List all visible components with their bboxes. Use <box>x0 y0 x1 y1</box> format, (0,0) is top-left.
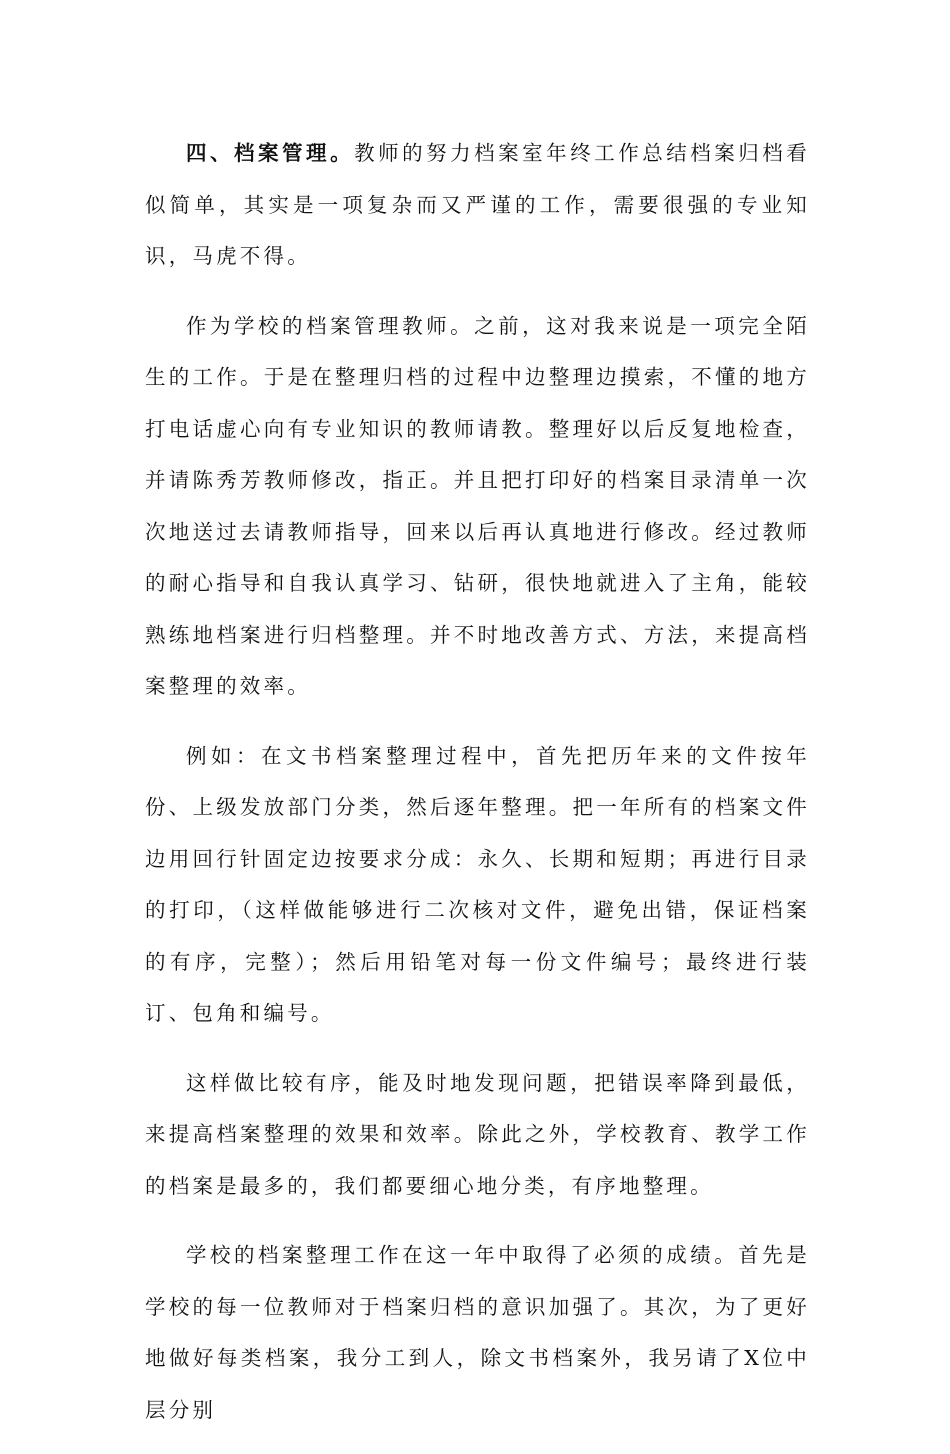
section-heading: 四、档案管理。 <box>186 141 355 165</box>
paragraph-example: 例如：在文书档案整理过程中，首先把历年来的文件按年份、上级发放部门分类，然后逐年整理。把一年所有的档案文件边用回行针固定边按要求分成：永久、长期和短期；再进行目录的打印，（这样做能够进行二次核对文件，避免出错，保证档案的有序，完整）；然后用铅笔对每一份文件编号；最终进行装订、包角和编号。 <box>145 743 810 1025</box>
paragraph-text: 教师的努力档案室年终工作总结档案归档看似简单，其实是一项复杂而又严谨的工作，需要很强的专业知识，马虎不得。 <box>145 141 810 268</box>
paragraph-efficiency: 这样做比较有序，能及时地发现问题，把错误率降到最低，来提高档案整理的效果和效率。除此之外，学校教育、教学工作的档案是最多的，我们都要细心地分类，有序地整理。 <box>145 1070 810 1198</box>
paragraph-results: 学校的档案整理工作在这一年中取得了必须的成绩。首先是学校的每一位教师对于档案归档的意识加强了。其次，为了更好地做好每类档案，我分工到人，除文书档案外，我另请了X位中层分别 <box>145 1243 810 1422</box>
paragraph-archive-management <box>145 128 810 283</box>
document-body <box>145 128 810 1454</box>
paragraph-role: 作为学校的档案管理教师。之前，这对我来说是一项完全陌生的工作。于是在整理归档的过程中边整理边摸索，不懂的地方打电话虚心向有专业知识的教师请教。整理好以后反复地检查，并请陈秀芳教师修改，指正。并且把打印好的档案目录清单一次次地送过去请教师指导，回来以后再认真地进行修改。经过教师的耐心指导和自我认真学习、钻研，很快地就进入了主角，能较熟练地档案进行归档整理。并不时地改善方式、方法，来提高档案整理的效率。 <box>145 313 810 698</box>
